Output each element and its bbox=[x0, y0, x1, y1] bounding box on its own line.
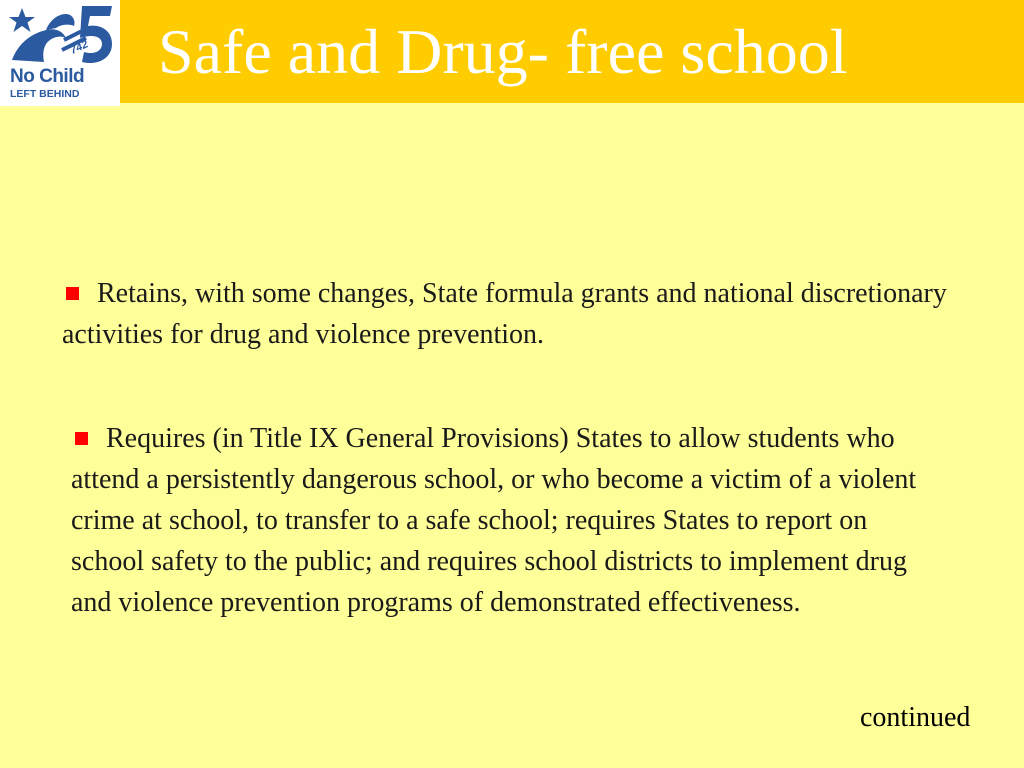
square-bullet-icon bbox=[75, 432, 88, 445]
bullet-item-2 bbox=[71, 418, 921, 623]
logo-badge-number: 742 bbox=[68, 38, 91, 57]
star-icon bbox=[9, 8, 35, 32]
logo-text-line1: No Child bbox=[10, 66, 85, 87]
square-bullet-icon bbox=[66, 287, 79, 300]
no-child-left-behind-logo bbox=[0, 0, 120, 106]
bullet-text-2: Requires (in Title IX General Provisions) States to allow students who attend a persistently dangerous school, or who become a victim of a violent crime at school, to transfer to a safe school; requires States to report on school safety to the public; and requires school districts to implement drug and violence prevention programs of demonstrated effectiveness. bbox=[71, 423, 917, 618]
slide-title: Safe and Drug- free school bbox=[158, 16, 848, 87]
bullet-item-1 bbox=[62, 273, 972, 355]
logo-emblem-icon bbox=[0, 0, 120, 70]
logo-text-line2: LEFT BEHIND bbox=[10, 88, 80, 100]
bullet-text-1: Retains, with some changes, State formula grants and national discretionary activities for drug and violence prevention. bbox=[62, 278, 947, 350]
continued-label: continued bbox=[860, 702, 971, 733]
